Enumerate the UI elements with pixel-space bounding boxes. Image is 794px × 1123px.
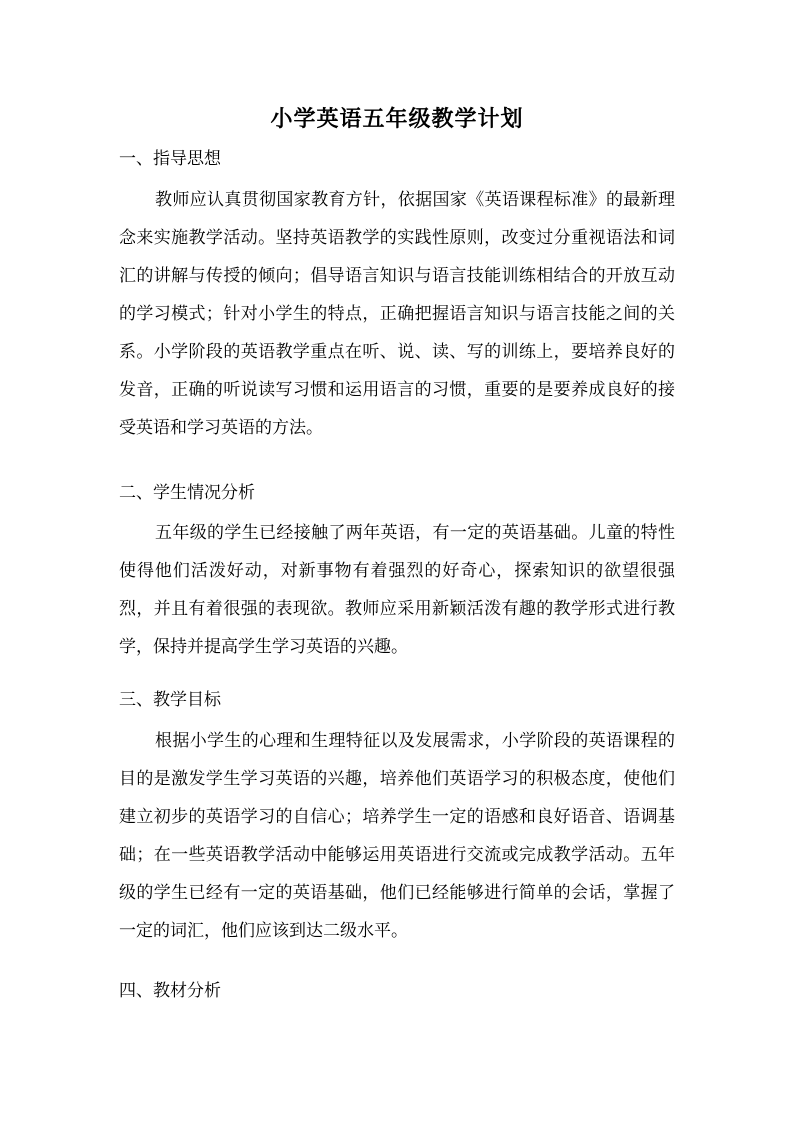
section-paragraph-teaching-goals: 根据小学生的心理和生理特征以及发展需求，小学阶段的英语课程的目的是激发学生学习英语的兴趣，培养他们英语学习的积极态度，使他们建立初步的英语学习的自信心；培养学生一定的语感和良好语音、语调基础；在一些英语教学活动中能够运用英语进行交流或完成教学活动。五年级的学生已经有一定的英语基础，他们已经能够进行简单的会话，掌握了一定的词汇，他们应该到达二级水平。 [119,731,675,941]
section-heading-teaching-goals: 三、教学目标 [119,690,221,710]
document-title: 小学英语五年级教学计划 [270,106,524,132]
section-paragraph-guiding-thought: 教师应认真贯彻国家教育方针，依据国家《英语课程标准》的最新理念来实施教学活动。坚持英语教学的实践性原则，改变过分重视语法和词汇的讲解与传授的倾向；倡导语言知识与语言技能训练相结合的开放互动的学习模式；针对小学生的特点，正确把握语言知识与语言技能之间的关系。小学阶段的英语教学重点在听、说、读、写的训练上，要培养良好的发音，正确的听说读写习惯和运用语言的习惯，重要的是要养成良好的接受英语和学习英语的方法。 [119,190,675,438]
section-heading-textbook-analysis: 四、教材分析 [119,981,221,1001]
section-paragraph-student-analysis: 五年级的学生已经接触了两年英语，有一定的英语基础。儿童的特性使得他们活泼好动，对新事物有着强烈的好奇心，探索知识的欲望很强烈，并且有着很强的表现欲。教师应采用新颖活泼有趣的教学形式进行教学，保持并提高学生学习英语的兴趣。 [119,523,675,657]
section-heading-guiding-thought: 一、指导思想 [119,149,221,169]
section-heading-student-analysis: 二、学生情况分析 [119,483,255,503]
